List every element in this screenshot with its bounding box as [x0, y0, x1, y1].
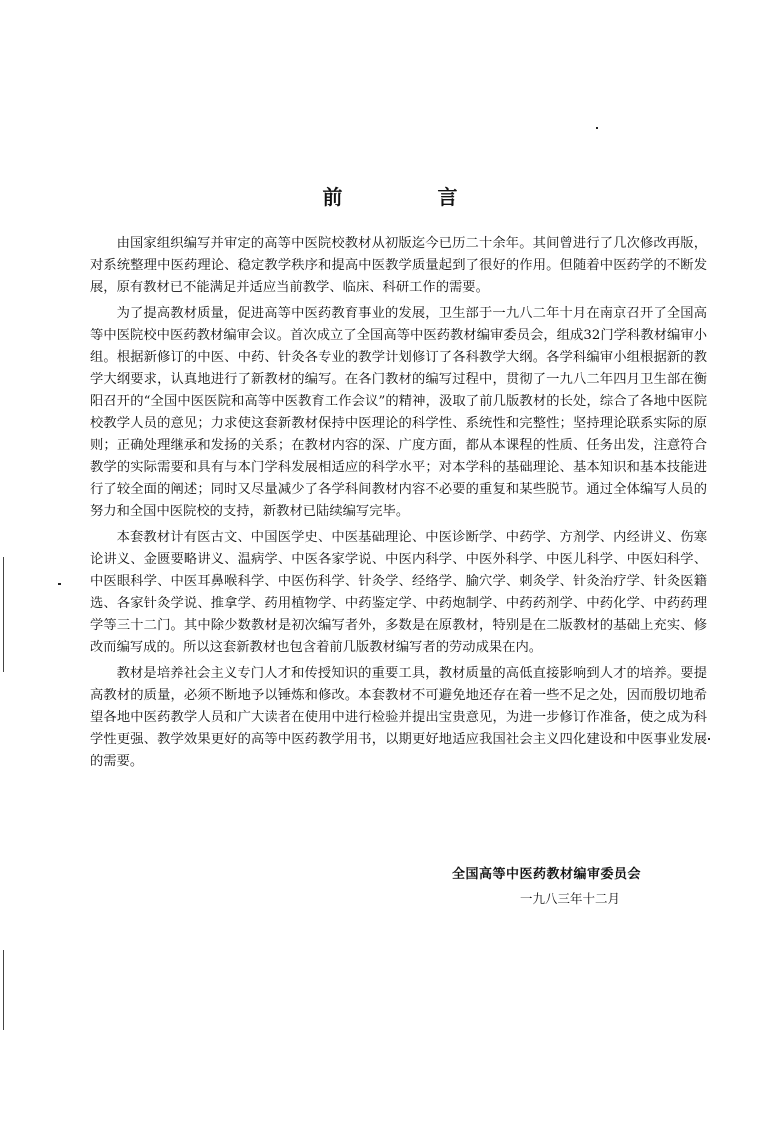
page-title: 前 言	[322, 185, 502, 209]
paragraph-2: 为了提高教材质量，促进高等中医药教育事业的发展，卫生部于一九八二年十月在南京召开了全国高等中医院校中医药教材编审会议。首次成立了全国高等中医药教材编审委员会，组成32门学科教材编审小组。根据新修订的中医、中药、针灸各专业的教学计划修订了各科教学大纲。各学科编审小组根据新的教学大纲要求，认真地进行了新教材的编写。在各门教材的编写过程中，贯彻了一九八二年四月卫生部在衡阳召开的“全国中医医院和高等中医教育工作会议”的精神，汲取了前几版教材的长处，综合了各地中医院校教学人员的意见；力求使这套新教材保持中医理论的科学性、系统性和完整性；坚持理论联系实际的原则；正确处理继承和发扬的关系；在教材内容的深、广度方面，都从本课程的性质、任务出发，注意符合教学的实际需要和具有与本门学科发展相适应的科学水平；对本学科的基础理论、基本知识和基本技能进行了较全面的阐述；同时又尽量减少了各学科间教材内容不必要的重复和某些脱节。通过全体编写人员的努力和全国中医院校的支持，新教材已陆续编写完毕。	[90, 306, 707, 519]
preface-body	[90, 233, 707, 777]
scan-edge-line	[3, 557, 4, 672]
scan-edge-line	[3, 950, 4, 1030]
paragraph-1: 由国家组织编写并审定的高等中医院校教材从初版迄今已历二十余年。其间曾进行了几次修改再版，对系统整理中医药理论、稳定教学秩序和提高中医教学质量起到了很好的作用。但随着中医药学的不断发展，原有教材已不能满足并适应当前教学、临床、科研工作的需要。	[90, 236, 707, 295]
scan-speck	[58, 583, 61, 585]
paragraph-4: 教材是培养社会主义专门人才和传授知识的重要工具，教材质量的高低直接影响到人才的培养。要提高教材的质量，必须不断地予以锤炼和修改。本套教材不可避免地还存在着一些不足之处，因而殷切地希望各地中医药教学人员和广大读者在使用中进行检验并提出宝贵意见，为进一步修订作准备，使之成为科学性更强、教学效果更好的高等中医药教学用书，以期更好地适应我国社会主义四化建设和中医事业发展的需要。	[90, 666, 707, 769]
scan-speck	[596, 127, 598, 129]
paragraph-3: 本套教材计有医古文、中国医学史、中医基础理论、中医诊断学、中药学、方剂学、内经讲义、伤寒论讲义、金匮要略讲义、温病学、中医各家学说、中医内科学、中医外科学、中医儿科学、中医妇科学、中医眼科学、中医耳鼻喉科学、中医伤科学、针灸学、经络学、腧穴学、刺灸学、针灸治疗学、针灸医籍选、各家针灸学说、推拿学、药用植物学、中药鉴定学、中药炮制学、中药药剂学、中药化学、中药药理学等三十二门。其中除少数教材是初次编写者外，多数是在原教材，特别是在二版教材的基础上充实、修改而编写成的。所以这套新教材也包含着前几版教材编写者的劳动成果在内。	[90, 530, 707, 655]
signature: 全国高等中医药教材编审委员会	[452, 867, 642, 882]
signature-date: 一九八三年十二月	[520, 891, 621, 906]
scan-speck	[708, 738, 710, 740]
